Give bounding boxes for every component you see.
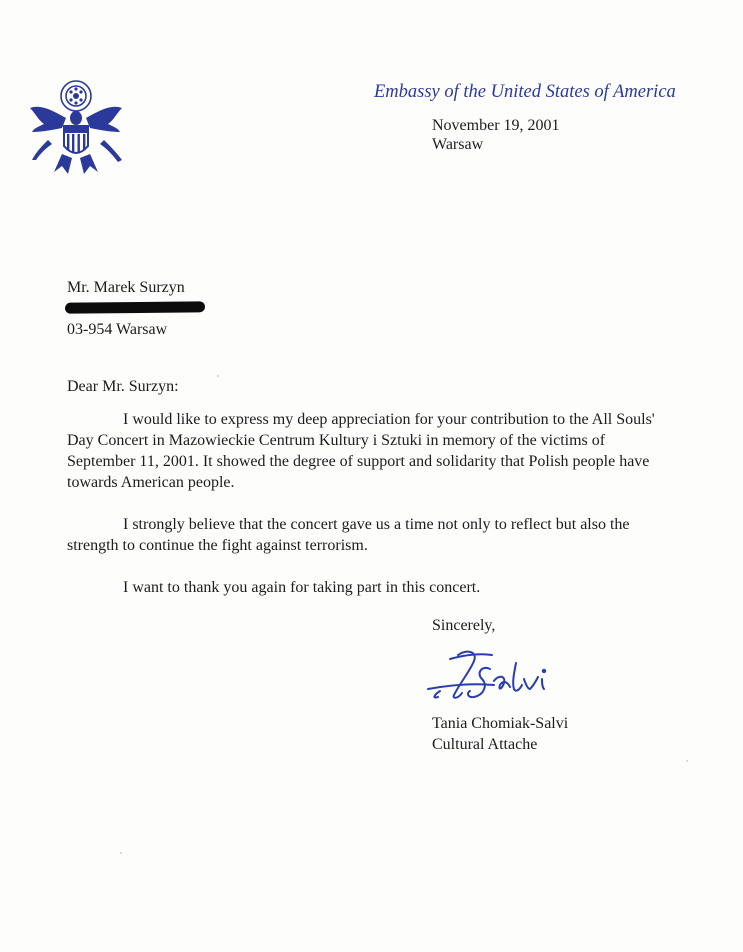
letter-date: November 19, 2001	[432, 117, 560, 134]
paragraph-3: I want to thank you again for taking part in this concert.	[123, 579, 481, 596]
paper-speck	[686, 760, 688, 762]
handwritten-signature	[420, 645, 580, 707]
recipient-name: Mr. Marek Surzyn	[67, 279, 185, 296]
letter-city: Warsaw	[432, 136, 484, 153]
paper-speck	[217, 375, 219, 377]
salutation: Dear Mr. Surzyn:	[67, 378, 179, 395]
letter-body	[67, 376, 677, 619]
signer-title: Cultural Attache	[432, 736, 538, 753]
paragraph-2: I strongly believe that the concert gave us a time not only to reflect but also the strength to continue the fight against terrorism.	[67, 516, 630, 554]
date-block	[432, 116, 560, 154]
paragraph-1: I would like to express my deep appreciation for your contribution to the All Souls' Day Concert in Mazowieckie Centrum Kultury i Sztuki in memory of the victims of September 11, 2001. It showed the degree of support and solidarity that Polish people have towards American people.	[67, 411, 655, 491]
closing: Sincerely,	[432, 617, 496, 634]
recipient-address	[67, 277, 205, 341]
signer-block	[432, 713, 568, 755]
embassy-name: Embassy of the United States of America	[374, 82, 676, 102]
paper-speck	[120, 852, 122, 854]
redaction-bar	[65, 301, 205, 313]
signer-name: Tania Chomiak-Salvi	[432, 715, 569, 732]
recipient-postal-line: 03-954 Warsaw	[67, 321, 168, 338]
great-seal-icon	[22, 74, 130, 182]
